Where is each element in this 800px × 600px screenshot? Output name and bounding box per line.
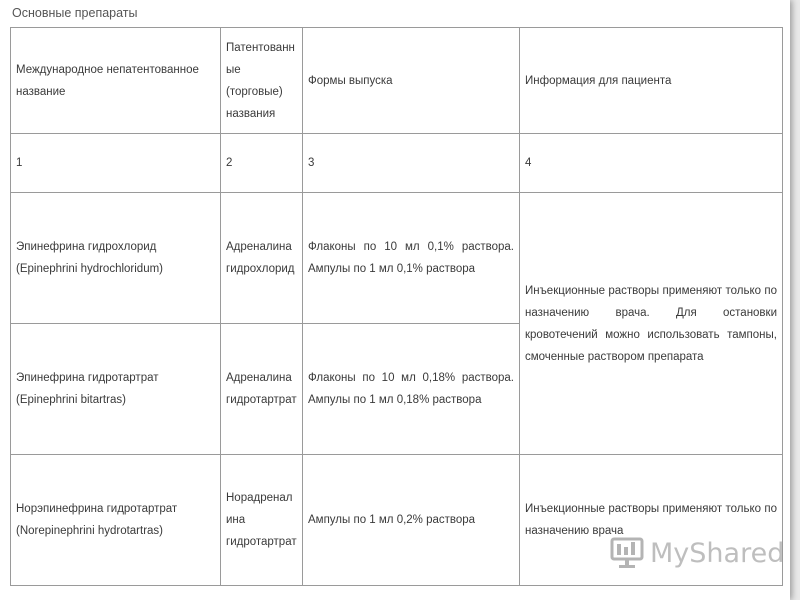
forms-cell: Флаконы по 10 мл 0,1% раствора. Ампулы по 1 мл 0,1% раствора (303, 193, 520, 324)
number-cell: 3 (303, 134, 520, 193)
table-number-row (11, 134, 783, 193)
inn-cell: Эпинефрина гидрохлорид (Epinephrini hydrochloridum) (11, 193, 221, 324)
table-caption: Основные препараты (12, 6, 138, 20)
trade-name-cell: Адреналина гидрохлорид (221, 193, 303, 324)
forms-cell: Ампулы по 1 мл 0,2% раствора (303, 455, 520, 586)
shared-info-cell: Инъекционные растворы применяют только по назначению врача. Для остановки кровотечений можно использовать тампоны, смоченные раствором препарата (520, 193, 783, 455)
drugs-table (10, 27, 783, 586)
number-cell: 4 (520, 134, 783, 193)
header-cell-trade: Патентованные (торговые) названия (221, 28, 303, 134)
watermark-text: MyShared (650, 537, 785, 569)
trade-name-cell: Норадреналина гидротартрат (221, 455, 303, 586)
table-row (11, 193, 783, 324)
number-cell: 1 (11, 134, 221, 193)
inn-cell: Норэпинефрина гидротартрат (Norepinephrini hydrotartras) (11, 455, 221, 586)
header-cell-inn: Международное непатентованное название (11, 28, 221, 134)
myshared-logo-icon (610, 536, 646, 570)
myshared-watermark (610, 536, 784, 570)
number-cell: 2 (221, 134, 303, 193)
header-cell-info: Информация для пациента (520, 28, 783, 134)
table-header-row (11, 28, 783, 134)
inn-cell: Эпинефрина гидротартрат (Epinephrini bitartras) (11, 324, 221, 455)
header-cell-forms: Формы выпуска (303, 28, 520, 134)
forms-cell: Флаконы по 10 мл 0,18% раствора. Ампулы по 1 мл 0,18% раствора (303, 324, 520, 455)
info-cell: Инъекционные растворы применяют только по назначению врача (520, 455, 783, 586)
trade-name-cell: Адреналина гидротартрат (221, 324, 303, 455)
